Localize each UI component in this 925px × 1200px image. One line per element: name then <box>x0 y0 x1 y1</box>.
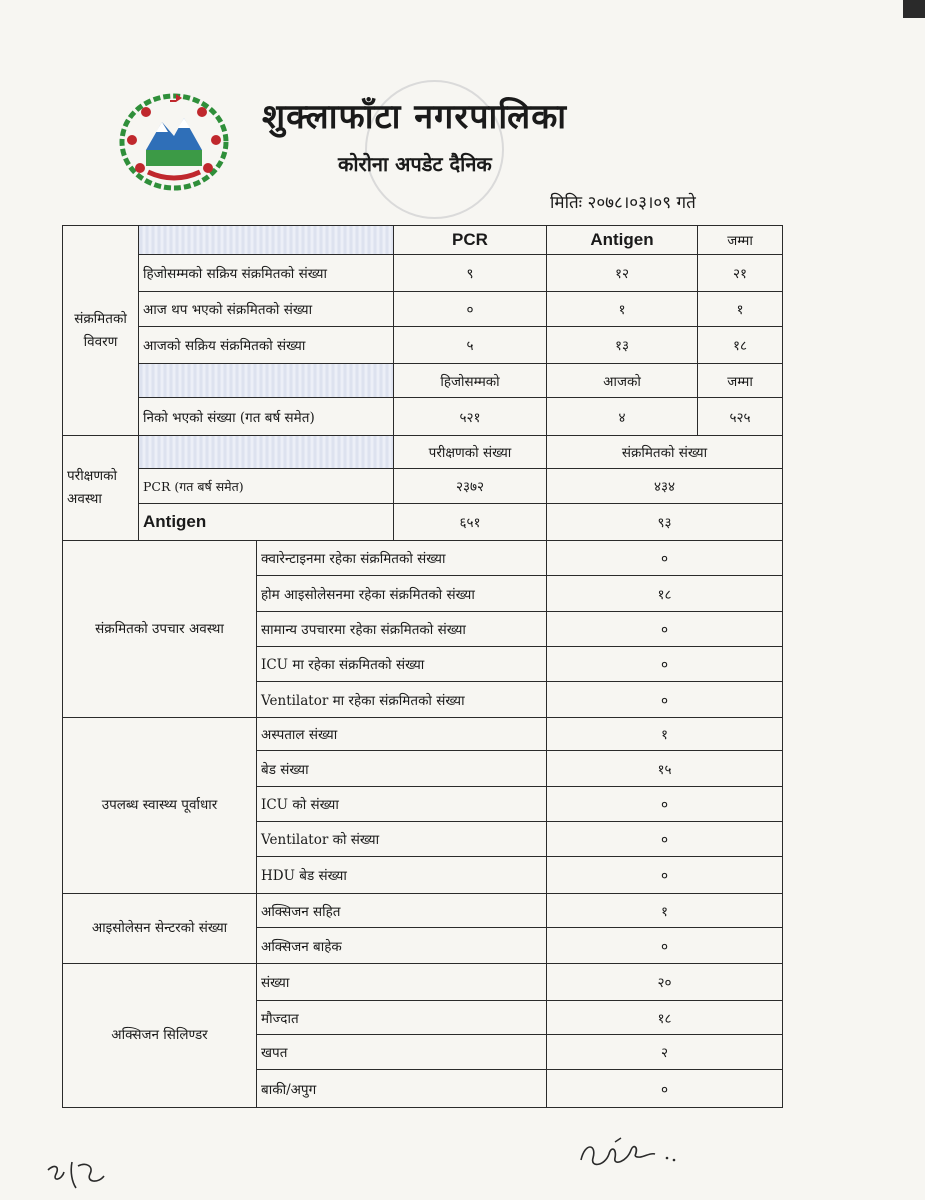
isolation-category: आइसोलेसन सेन्टरको संख्या <box>63 894 257 964</box>
table-row <box>63 541 783 576</box>
row-label: अक्सिजन सहित <box>257 894 547 928</box>
recovered-header-row <box>63 364 783 398</box>
infection-category: संक्रमितको विवरण <box>63 226 139 436</box>
row-value: ० <box>547 787 783 822</box>
treatment-category: संक्रमितको उपचार अवस्था <box>63 541 257 718</box>
row-label: आजको सक्रिय संक्रमितको संख्या <box>139 327 394 364</box>
col-recovered-total: जम्मा <box>698 364 783 398</box>
row-value: ० <box>547 1070 783 1108</box>
row-value: २० <box>547 964 783 1001</box>
shaded-cell <box>139 226 394 255</box>
report-date: मितिः २०७८।०३।०९ गते <box>550 193 696 213</box>
row-label: सामान्य उपचारमा रहेका संक्रमितको संख्या <box>257 612 547 647</box>
testing-header-row <box>63 436 783 469</box>
table-row <box>63 255 783 292</box>
pcr-value: ० <box>394 292 547 327</box>
row-label: Ventilator को संख्या <box>257 822 547 857</box>
tests-value: ६५१ <box>394 504 547 541</box>
col-antigen: Antigen <box>547 226 698 255</box>
infrastructure-category: उपलब्ध स्वास्थ्य पूर्वाधार <box>63 718 257 894</box>
row-value: १८ <box>547 576 783 612</box>
table-row <box>63 718 783 751</box>
row-label: हिजोसम्मको सक्रिय संक्रमितको संख्या <box>139 255 394 292</box>
antigen-value: १३ <box>547 327 698 364</box>
row-label: Antigen <box>139 504 394 541</box>
recovered-today-value: ४ <box>547 398 698 436</box>
col-tests: परीक्षणको संख्या <box>394 436 547 469</box>
row-label: ICU मा रहेका संक्रमितको संख्या <box>257 647 547 682</box>
pcr-value: ९ <box>394 255 547 292</box>
row-label: क्वारेन्टाइनमा रहेका संक्रमितको संख्या <box>257 541 547 576</box>
row-label: PCR (गत बर्ष समेत) <box>139 469 394 504</box>
table-row <box>63 894 783 928</box>
scan-edge-mark <box>903 0 925 18</box>
handwritten-page-number <box>42 1156 112 1192</box>
row-value: ० <box>547 612 783 647</box>
infected-value: ९३ <box>547 504 783 541</box>
table-row <box>63 504 783 541</box>
row-value: २ <box>547 1035 783 1070</box>
row-value: १ <box>547 718 783 751</box>
testing-category: परीक्षणको अवस्था <box>63 436 139 541</box>
total-value: १८ <box>698 327 783 364</box>
antigen-value: १ <box>547 292 698 327</box>
shaded-cell <box>139 364 394 398</box>
row-label: अक्सिजन बाहेक <box>257 928 547 964</box>
row-label: खपत <box>257 1035 547 1070</box>
row-label: होम आइसोलेसनमा रहेका संक्रमितको संख्या <box>257 576 547 612</box>
col-infected: संक्रमितको संख्या <box>547 436 783 469</box>
row-label: आज थप भएको संक्रमितको संख्या <box>139 292 394 327</box>
total-value: १ <box>698 292 783 327</box>
row-value: ० <box>547 928 783 964</box>
tests-value: २३७२ <box>394 469 547 504</box>
table-row <box>63 327 783 364</box>
row-label: Ventilator मा रहेका संक्रमितको संख्या <box>257 682 547 718</box>
page-subtitle: कोरोना अपडेट दैनिक <box>338 152 492 176</box>
infection-header-row <box>63 226 783 255</box>
row-label: अस्पताल संख्या <box>257 718 547 751</box>
table-row <box>63 964 783 1001</box>
infected-value: ४३४ <box>547 469 783 504</box>
antigen-value: १२ <box>547 255 698 292</box>
table-row <box>63 398 783 436</box>
oxygen-category: अक्सिजन सिलिण्डर <box>63 964 257 1108</box>
row-value: १५ <box>547 751 783 787</box>
row-label: संख्या <box>257 964 547 1001</box>
row-label: मौज्दात <box>257 1001 547 1035</box>
col-today: आजको <box>547 364 698 398</box>
row-label: ICU को संख्या <box>257 787 547 822</box>
row-value: ० <box>547 541 783 576</box>
row-label: HDU बेड संख्या <box>257 857 547 894</box>
row-label: निको भएको संख्या (गत बर्ष समेत) <box>139 398 394 436</box>
row-value: ० <box>547 682 783 718</box>
row-value: ० <box>547 647 783 682</box>
table-row <box>63 469 783 504</box>
col-until-yesterday: हिजोसम्मको <box>394 364 547 398</box>
total-value: २१ <box>698 255 783 292</box>
shaded-cell <box>139 436 394 469</box>
recovered-total-value: ५२५ <box>698 398 783 436</box>
row-value: ० <box>547 857 783 894</box>
signature-mark <box>575 1132 685 1180</box>
table-row <box>63 292 783 327</box>
row-label: बेड संख्या <box>257 751 547 787</box>
covid-update-table <box>62 225 783 1108</box>
row-value: १ <box>547 894 783 928</box>
pcr-value: ५ <box>394 327 547 364</box>
recovered-yesterday-value: ५२१ <box>394 398 547 436</box>
row-value: ० <box>547 822 783 857</box>
row-label: बाकी/अपुग <box>257 1070 547 1108</box>
col-total: जम्मा <box>698 226 783 255</box>
nepal-emblem-icon <box>118 92 230 192</box>
page-title: शुक्लाफाँटा नगरपालिका <box>262 97 568 137</box>
col-pcr: PCR <box>394 226 547 255</box>
row-value: १८ <box>547 1001 783 1035</box>
